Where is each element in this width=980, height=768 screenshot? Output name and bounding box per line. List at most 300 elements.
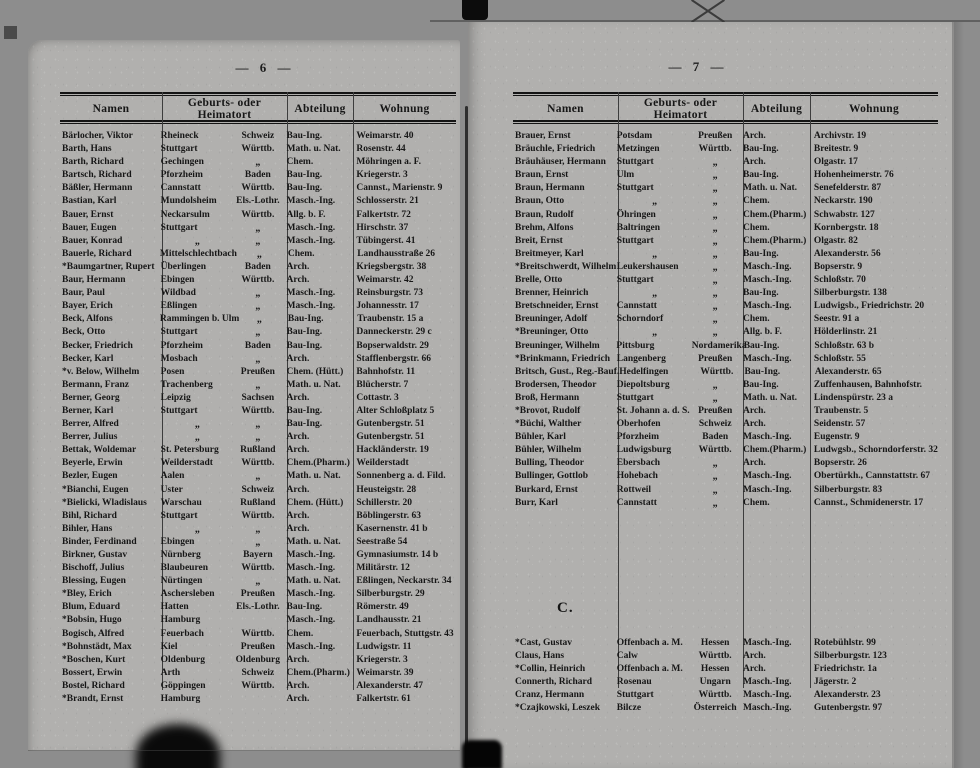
name-cell: *Bianchi, Eugen xyxy=(62,484,129,495)
department-cell: Masch.-Ing. xyxy=(742,638,792,648)
birthplace-cell: Offenbach a. M. xyxy=(616,638,683,648)
state-cell: Württb. xyxy=(241,405,275,416)
page-number: — 6 — xyxy=(235,60,295,75)
address-cell: Ludwigsb., Friedrichstr. 20 xyxy=(813,301,925,312)
state-cell: „ xyxy=(255,235,261,247)
department-cell: Allg. b. F. xyxy=(286,209,326,220)
state-cell: Württb. xyxy=(698,651,732,662)
name-cell: Brodersen, Theodor xyxy=(515,379,597,390)
birthplace-cell: Oberhofen xyxy=(616,419,661,430)
name-cell: Bischoff, Julius xyxy=(62,563,125,574)
state-cell: Schweiz xyxy=(698,419,732,430)
state-cell: Rußland xyxy=(240,497,276,508)
state-cell: „ xyxy=(255,523,261,535)
birthplace-cell: Leukershausen xyxy=(616,261,679,272)
address-cell: Seestraße 54 xyxy=(356,536,408,547)
birthplace-cell: Öhringen xyxy=(616,209,656,220)
name-cell: Bühler, Karl xyxy=(515,432,566,443)
table-row xyxy=(60,235,456,248)
address-cell: Gutenbergstr. 97 xyxy=(813,703,883,714)
birthplace-cell: Pforzheim xyxy=(616,432,659,443)
state-cell: Württb. xyxy=(700,366,734,377)
department-cell: Arch. xyxy=(286,523,310,534)
state-cell: „ xyxy=(712,183,718,195)
table-row xyxy=(513,143,938,156)
department-cell: Math. u. Nat. xyxy=(286,379,341,390)
name-cell: Burr, Karl xyxy=(515,497,558,508)
address-cell: Falkertstr. 72 xyxy=(356,209,411,220)
address-cell: Tübingerst. 41 xyxy=(356,235,416,246)
birthplace-cell: Posen xyxy=(160,366,185,377)
state-cell: Württb. xyxy=(241,628,275,639)
state-cell: „ xyxy=(712,484,718,496)
name-cell: Bräuchle, Friedrich xyxy=(515,144,596,155)
address-cell: Gutenbergstr. 51 xyxy=(356,432,425,443)
table-row xyxy=(513,405,938,418)
department-cell: Arch. xyxy=(742,458,766,469)
name-cell: Broß, Hermann xyxy=(515,392,580,403)
column-header-heimatort: Geburts- oder Heimatort xyxy=(643,96,718,121)
birthplace-cell: Stuttgart xyxy=(616,392,654,403)
address-cell: Schlosserstr. 21 xyxy=(356,196,419,207)
name-cell: Berner, Karl xyxy=(62,405,114,416)
section-letter-heading: C. xyxy=(557,600,574,616)
table-row xyxy=(60,195,456,208)
department-cell: Masch.-Ing. xyxy=(742,690,792,701)
table-row xyxy=(60,549,456,562)
department-cell: Arch. xyxy=(286,353,310,364)
table-row xyxy=(513,431,938,444)
department-cell: Math. u. Nat. xyxy=(286,536,341,547)
name-cell: Connerth, Richard xyxy=(515,677,593,688)
address-cell: Eugenstr. 9 xyxy=(813,432,860,443)
address-cell: Heusteigstr. 28 xyxy=(356,484,417,495)
birthplace-cell: Stuttgart xyxy=(160,510,198,521)
department-cell: Chem. xyxy=(286,628,314,639)
table-row xyxy=(60,523,456,536)
table-row xyxy=(513,650,938,663)
department-cell: Masch.-Ing. xyxy=(742,484,792,495)
table-row xyxy=(60,614,456,627)
address-cell: Breitestr. 9 xyxy=(813,144,859,155)
birthplace-cell: Stuttgart xyxy=(616,275,654,286)
department-cell: Math. u. Nat. xyxy=(286,576,341,587)
table-row xyxy=(513,497,938,510)
state-cell: Württb. xyxy=(241,275,275,286)
name-cell: Bauerle, Richard xyxy=(62,248,132,259)
birthplace-cell: Ebersbach xyxy=(616,458,661,469)
table-row xyxy=(60,431,456,444)
table-row xyxy=(60,156,456,169)
birthplace-cell: Mittelschlechtbach xyxy=(159,248,237,259)
birthplace-cell: St. Johann a. d. S. xyxy=(616,405,690,416)
birthplace-cell: Göppingen xyxy=(160,680,206,691)
table-row xyxy=(60,326,456,339)
state-cell: „ xyxy=(255,576,261,588)
table-row xyxy=(513,313,938,326)
birthplace-cell: „ xyxy=(194,523,200,535)
department-cell: Masch.-Ing. xyxy=(286,301,336,312)
department-cell: Chem.(Pharm.) xyxy=(286,667,350,678)
birthplace-cell: Stuttgart xyxy=(160,405,198,416)
name-cell: *v. Below, Wilhelm xyxy=(62,366,140,377)
state-cell: „ xyxy=(712,157,718,169)
department-cell: Arch. xyxy=(286,432,310,443)
name-cell: Brehm, Alfons xyxy=(515,222,574,233)
name-cell: *Bielicki, Wladislaus xyxy=(62,497,147,508)
address-cell: Kornbergstr. 18 xyxy=(813,222,879,233)
table-row xyxy=(60,470,456,483)
department-cell: Arch. xyxy=(286,445,310,456)
table-row xyxy=(513,392,938,405)
name-cell: Braun, Hermann xyxy=(515,183,585,194)
department-cell: Masch.-Ing. xyxy=(742,677,792,688)
birthplace-cell: Oldenburg xyxy=(160,654,206,665)
department-cell: Masch.-Ing. xyxy=(742,301,792,312)
birthplace-cell: Langenberg xyxy=(616,353,666,364)
address-cell: Ludwigstr. 11 xyxy=(356,641,412,652)
state-cell: „ xyxy=(255,327,261,339)
department-cell: Bau-Ing. xyxy=(286,405,323,416)
table-row xyxy=(60,340,456,353)
birthplace-cell: Potsdam xyxy=(616,131,653,141)
birthplace-cell: Rheineck xyxy=(160,131,199,141)
department-cell: Bau-Ing. xyxy=(286,419,323,430)
name-cell: Breitmeyer, Karl xyxy=(515,248,584,259)
table-row xyxy=(513,209,938,222)
department-cell: Math. u. Nat. xyxy=(742,392,798,403)
name-cell: Bastian, Karl xyxy=(62,196,117,207)
name-cell: Bulling, Theodor xyxy=(515,458,584,469)
name-cell: *Breitschwerdt, Wilhelm xyxy=(515,261,617,272)
address-cell: Schillerstr. 20 xyxy=(356,497,412,508)
address-cell: Cannst., Schmidenerstr. 17 xyxy=(813,497,924,508)
birthplace-cell: Ludwigsburg xyxy=(616,445,672,456)
book-page-left xyxy=(28,40,460,751)
table-row xyxy=(60,693,456,706)
birthplace-cell: Weilderstadt xyxy=(160,458,213,469)
state-cell: Hessen xyxy=(700,664,730,675)
state-cell: „ xyxy=(255,432,261,444)
name-cell: *Cast, Gustav xyxy=(515,638,573,648)
address-cell: Weimarstr. 39 xyxy=(356,667,414,678)
birthplace-cell: Stuttgart xyxy=(616,157,654,168)
state-cell: Els.-Lothr. xyxy=(236,196,280,207)
department-cell: Masch.-Ing. xyxy=(286,196,336,207)
name-cell: *Czajkowski, Leszek xyxy=(515,703,600,714)
table-row xyxy=(60,353,456,366)
address-cell: Falkertstr. 61 xyxy=(356,694,411,705)
address-cell: Silberburgstr. 138 xyxy=(813,288,887,299)
state-cell: „ xyxy=(712,497,718,509)
name-cell: *Breuninger, Otto xyxy=(515,327,589,338)
table-rule xyxy=(60,120,456,125)
table-row xyxy=(513,484,938,497)
address-cell: Kasernenstr. 41 b xyxy=(356,523,428,534)
department-cell: Chem.(Pharm.) xyxy=(742,235,807,246)
name-cell: Bauer, Konrad xyxy=(62,235,123,246)
state-cell: Württb. xyxy=(241,563,275,574)
birthplace-cell: Warschau xyxy=(160,497,202,508)
column-header-namen: Namen xyxy=(92,102,130,115)
name-cell: Binder, Ferdinand xyxy=(62,536,137,547)
address-cell: Militärstr. 12 xyxy=(356,563,410,574)
table-row xyxy=(60,667,456,680)
birthplace-cell: Gechingen xyxy=(160,157,204,168)
birthplace-cell: Aschersleben xyxy=(160,589,215,600)
department-cell: Arch. xyxy=(286,680,310,691)
name-cell: Bäßler, Hermann xyxy=(62,183,133,194)
department-cell: Masch.-Ing. xyxy=(742,703,792,714)
address-cell: Bahnhofstr. 11 xyxy=(356,366,416,377)
address-cell: Alexanderstr. 23 xyxy=(813,690,881,701)
column-header-namen: Namen xyxy=(547,102,584,115)
department-cell: Masch.-Ing. xyxy=(286,641,336,652)
state-cell: Preußen xyxy=(698,353,733,364)
address-cell: Schloßstr. 63 b xyxy=(814,340,874,351)
table-row xyxy=(513,287,938,300)
birthplace-cell: Cannstatt xyxy=(616,497,657,508)
name-cell: Beck, Alfons xyxy=(62,314,113,325)
address-cell: Eßlingen, Neckarstr. 34 xyxy=(356,576,452,587)
address-cell: Möhringen a. F. xyxy=(356,157,421,168)
department-cell: Arch. xyxy=(742,419,766,430)
state-cell: Preußen xyxy=(240,589,275,600)
name-cell: Breuninger, Adolf xyxy=(515,314,588,325)
birthplace-cell: Kiel xyxy=(160,641,178,652)
table-row xyxy=(513,444,938,457)
birthplace-cell: Aalen xyxy=(160,471,185,482)
state-cell: Württb. xyxy=(241,680,275,691)
name-cell: Becker, Friedrich xyxy=(62,340,133,351)
address-cell: Blücherstr. 7 xyxy=(356,379,409,390)
department-cell: Bau-Ing. xyxy=(286,602,323,613)
address-cell: Traubenstr. 15 a xyxy=(357,314,424,325)
department-cell: Chem. (Hütt.) xyxy=(286,366,344,377)
department-cell: Bau-Ing. xyxy=(287,314,324,325)
department-cell: Bau-Ing. xyxy=(742,288,779,299)
department-cell: Arch. xyxy=(742,405,766,416)
birthplace-cell: Stuttgart xyxy=(616,235,654,246)
name-cell: *Collin, Heinrich xyxy=(515,664,586,675)
column-header-heimatort: Geburts- oder Heimatort xyxy=(187,96,262,121)
name-cell: Barth, Hans xyxy=(62,144,112,155)
state-cell: „ xyxy=(256,314,262,326)
column-header-abteilung: Abteilung xyxy=(294,102,346,115)
name-cell: Brenner, Heinrich xyxy=(515,288,589,299)
department-cell: Allg. b. F. xyxy=(742,327,782,338)
address-cell: Alexanderstr. 47 xyxy=(356,680,424,691)
name-cell: *Bobsin, Hugo xyxy=(62,615,122,626)
address-cell: Danneckerstr. 29 c xyxy=(356,327,432,338)
table-rule xyxy=(513,120,938,125)
table-body xyxy=(513,130,938,510)
state-cell: Preußen xyxy=(698,405,733,416)
table-row xyxy=(60,601,456,614)
address-cell: Silberburgstr. 123 xyxy=(813,651,887,662)
birthplace-cell: „ xyxy=(652,327,658,339)
birthplace-cell: „ xyxy=(652,248,658,260)
address-cell: Silberburgstr. 29 xyxy=(356,589,425,600)
name-cell: Braun, Otto xyxy=(515,196,565,207)
department-cell: Masch.-Ing. xyxy=(286,288,336,299)
state-cell: Baden xyxy=(244,261,271,272)
birthplace-cell: Hatten xyxy=(160,602,189,613)
name-cell: Burkard, Ernst xyxy=(515,484,578,495)
birthplace-cell: Hamburg xyxy=(160,615,201,626)
column-header-wohnung: Wohnung xyxy=(379,102,430,115)
state-cell: Baden xyxy=(244,170,271,181)
address-cell: Cannst., Marienstr. 9 xyxy=(356,183,443,194)
address-cell: Hackländerstr. 19 xyxy=(356,445,429,456)
department-cell: Arch. xyxy=(742,157,766,168)
table-row xyxy=(513,663,938,676)
department-cell: Masch.-Ing. xyxy=(742,353,792,364)
state-cell: Württb. xyxy=(698,445,732,456)
name-cell: Braun, Rudolf xyxy=(515,209,574,220)
address-cell: Silberburgstr. 83 xyxy=(813,484,883,495)
table-row xyxy=(60,628,456,641)
state-cell: „ xyxy=(255,419,261,431)
table-row xyxy=(60,392,456,405)
table-row xyxy=(60,300,456,313)
address-cell: Alexanderstr. 56 xyxy=(813,248,881,259)
department-cell: Arch. xyxy=(742,651,766,662)
name-cell: Bihler, Hans xyxy=(62,523,113,534)
address-cell: Weimarstr. 40 xyxy=(356,131,414,141)
birthplace-cell: Trachenberg xyxy=(160,379,213,390)
department-cell: Chem. xyxy=(742,314,770,325)
address-cell: Gutenbergstr. 51 xyxy=(356,419,425,430)
table-row xyxy=(513,261,938,274)
birthplace-cell: Nürnberg xyxy=(160,550,201,560)
state-cell: „ xyxy=(712,248,718,260)
address-cell: Sonnenberg a. d. Fild. xyxy=(356,471,446,482)
state-cell: „ xyxy=(255,301,261,313)
address-cell: Cottastr. 3 xyxy=(356,392,399,403)
birthplace-cell: Rammingen b. Ulm xyxy=(159,314,240,325)
table-row xyxy=(513,676,938,689)
birthplace-cell: Pittsburg xyxy=(616,340,655,351)
name-cell: Bermann, Franz xyxy=(62,379,130,390)
state-cell: „ xyxy=(255,379,261,391)
department-cell: Arch. xyxy=(286,510,310,521)
address-cell: Seestr. 91 a xyxy=(813,314,860,325)
state-cell: „ xyxy=(712,235,718,247)
name-cell: Bräuhäuser, Hermann xyxy=(515,157,606,168)
birthplace-cell: Schorndorf xyxy=(616,314,664,325)
birthplace-cell: Leipzig xyxy=(160,392,191,403)
birthplace-cell: „ xyxy=(194,432,200,444)
address-cell: Römerstr. 49 xyxy=(356,602,409,613)
address-cell: Lindenspürstr. 23 a xyxy=(813,392,894,403)
table-row xyxy=(60,222,456,235)
table-row xyxy=(60,562,456,575)
state-cell: Sachsen xyxy=(241,392,275,403)
table-row xyxy=(60,575,456,588)
birthplace-cell: Stuttgart xyxy=(616,690,654,701)
department-cell: Chem. xyxy=(742,196,770,207)
page-number: — 7 — xyxy=(668,59,728,74)
state-cell: Baden xyxy=(244,340,271,351)
name-cell: *Boschen, Kurt xyxy=(62,654,126,665)
department-cell: Bau-Ing. xyxy=(286,170,323,181)
table-row xyxy=(513,235,938,248)
address-cell: Bopserstr. 26 xyxy=(813,458,867,469)
address-cell: Landhausstr. 21 xyxy=(356,615,422,626)
state-cell: „ xyxy=(712,327,718,339)
birthplace-cell: Feuerbach xyxy=(160,628,204,639)
birthplace-cell: Hedelfingen xyxy=(619,366,669,377)
state-cell: Preußen xyxy=(240,641,275,652)
state-cell xyxy=(234,693,281,706)
table-row xyxy=(60,444,456,457)
page-right-edge-shade xyxy=(952,22,964,768)
table-row xyxy=(60,366,456,379)
address-cell: Kriegsbergstr. 38 xyxy=(356,261,427,272)
table-row xyxy=(513,248,938,261)
table-row xyxy=(513,300,938,313)
book-page-right xyxy=(468,22,954,768)
address-cell: Olgastr. 82 xyxy=(813,235,858,246)
table-row xyxy=(60,418,456,431)
address-cell: Bopserstr. 9 xyxy=(813,261,863,272)
name-cell: Bärlocher, Viktor xyxy=(62,131,133,141)
table-row xyxy=(60,287,456,300)
state-cell xyxy=(234,614,281,627)
birthplace-cell: „ xyxy=(194,235,200,247)
birthplace-cell: Stuttgart xyxy=(616,183,654,194)
birthplace-cell: Ebingen xyxy=(160,536,195,547)
table-row xyxy=(513,182,938,195)
department-cell: Masch.-Ing. xyxy=(742,275,792,286)
table-row xyxy=(513,353,938,366)
department-cell: Masch.-Ing. xyxy=(286,235,336,246)
table-body xyxy=(60,130,456,706)
state-cell: Württb. xyxy=(698,690,732,701)
name-cell: Baur, Hermann xyxy=(62,275,126,286)
birthplace-cell: Mosbach xyxy=(160,353,198,364)
state-cell: Schweiz xyxy=(241,131,275,141)
table-row xyxy=(513,418,938,431)
state-cell: „ xyxy=(255,222,261,234)
address-cell: Senefelderstr. 87 xyxy=(813,183,882,194)
department-cell: Bau-Ing. xyxy=(742,170,779,181)
table-row xyxy=(60,379,456,392)
birthplace-cell: „ xyxy=(652,288,658,300)
binding-tape-mark xyxy=(462,0,488,20)
birthplace-cell: Rosenau xyxy=(616,677,652,688)
table-row xyxy=(513,169,938,182)
birthplace-cell: Pforzheim xyxy=(160,340,203,351)
table-row xyxy=(60,497,456,510)
address-cell: Reinsburgstr. 73 xyxy=(356,288,424,299)
name-cell: Brauer, Ernst xyxy=(515,131,571,141)
state-cell: Ungarn xyxy=(699,677,731,688)
table-row xyxy=(60,143,456,156)
name-cell: Barth, Richard xyxy=(62,157,124,168)
birthplace-cell: Hohebach xyxy=(616,471,658,482)
state-cell: „ xyxy=(712,170,718,182)
birthplace-cell: Diepoltsburg xyxy=(616,379,670,390)
book-gutter-shadow xyxy=(465,106,468,768)
address-cell: Schloßstr. 70 xyxy=(813,275,866,286)
table-row xyxy=(60,169,456,182)
address-cell: Traubenstr. 5 xyxy=(813,405,869,416)
department-cell: Bau-Ing. xyxy=(744,366,781,377)
department-cell: Bau-Ing. xyxy=(742,144,779,155)
address-cell: Rotebühlstr. 99 xyxy=(813,638,876,648)
